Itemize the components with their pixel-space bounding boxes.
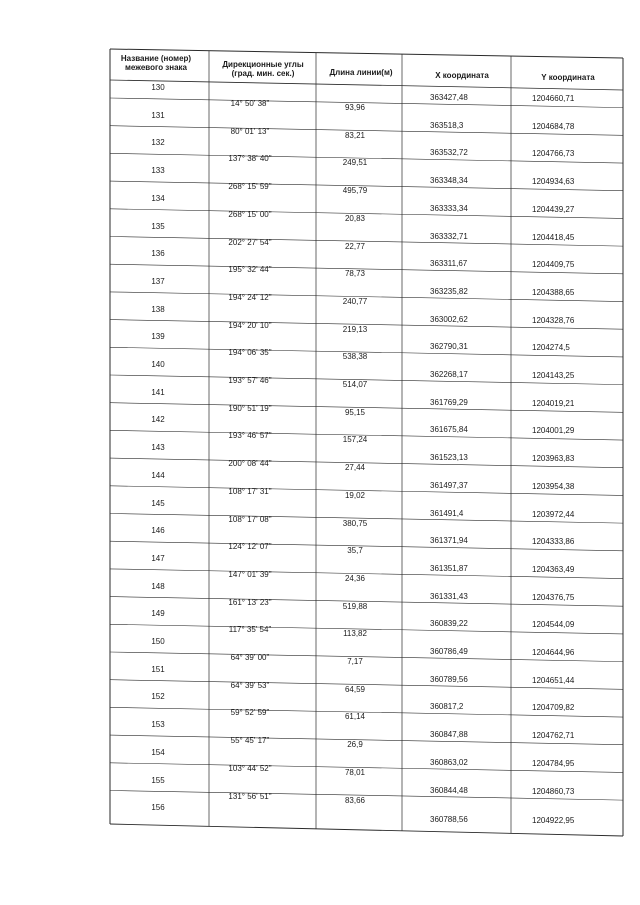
direction-angle: 137° 38' 40" (228, 154, 272, 164)
line-length: 93,96 (344, 103, 366, 112)
y-coordinate: 1204328,76 (532, 315, 575, 325)
point-name: 144 (151, 470, 165, 480)
y-coordinate: 1204001,29 (532, 426, 575, 436)
line-length: 95,15 (344, 407, 366, 417)
header-angle: Дирекционные углы (град. мин. сек.) (222, 60, 304, 78)
line-length: 7,17 (347, 657, 363, 666)
x-coordinate: 361675,84 (430, 425, 468, 435)
direction-angle: 131° 56' 51" (228, 791, 272, 801)
point-name: 147 (151, 553, 165, 563)
x-coordinate: 360839,22 (430, 619, 468, 629)
direction-angle: 103° 44' 52" (228, 763, 272, 773)
x-coordinate: 361497,37 (430, 480, 468, 490)
point-name: 156 (151, 803, 165, 813)
y-coordinate: 1204418,45 (532, 232, 575, 242)
direction-angle: 194° 06' 35" (228, 348, 272, 358)
x-coordinate: 361769,29 (430, 397, 468, 407)
y-coordinate: 1204019,21 (532, 398, 575, 408)
y-coordinate: 1203972,44 (532, 509, 575, 519)
y-coordinate: 1204274,5 (532, 343, 570, 353)
y-coordinate: 1204388,65 (532, 287, 575, 297)
x-coordinate: 360863,02 (430, 757, 468, 767)
direction-angle: 108° 17' 31" (228, 486, 272, 496)
y-coordinate: 1204651,44 (532, 675, 575, 685)
point-name: 137 (151, 276, 165, 286)
line-length: 78,73 (344, 269, 366, 279)
x-coordinate: 360844,48 (430, 785, 468, 795)
direction-angle: 80° 01' 13" (230, 126, 270, 136)
line-length: 78,01 (344, 767, 366, 777)
header-name: Название (номер) межевого знака (120, 54, 192, 72)
line-length: 24,36 (344, 573, 366, 583)
y-coordinate: 1204143,25 (532, 371, 575, 380)
point-name: 140 (151, 360, 165, 369)
line-length: 240,77 (342, 296, 368, 306)
x-coordinate: 361523,13 (430, 453, 468, 463)
line-length: 83,21 (344, 130, 366, 140)
line-length: 519,88 (342, 601, 368, 611)
y-coordinate: 1203963,83 (532, 454, 575, 464)
line-length: 20,83 (344, 213, 366, 223)
point-name: 131 (151, 110, 165, 120)
line-length: 219,13 (342, 324, 368, 334)
direction-angle: 200° 08' 44" (228, 459, 272, 469)
direction-angle: 194° 24' 12" (228, 292, 272, 302)
direction-angle: 108° 17' 08" (228, 514, 272, 524)
x-coordinate: 361351,87 (430, 563, 468, 573)
point-name: 155 (151, 775, 165, 785)
y-coordinate: 1204363,49 (532, 564, 575, 574)
x-coordinate: 362790,31 (430, 342, 468, 352)
point-name: 152 (151, 692, 165, 702)
line-length: 380,75 (342, 518, 368, 528)
direction-angle: 202° 27' 54" (228, 237, 272, 247)
table-bottom-border (110, 824, 623, 836)
line-length: 249,51 (342, 158, 368, 168)
x-coordinate: 363532,72 (430, 148, 468, 158)
line-length: 514,07 (342, 380, 368, 389)
line-length: 19,02 (344, 490, 366, 500)
point-name: 154 (151, 747, 165, 757)
x-coordinate: 362268,17 (430, 370, 468, 379)
x-coordinate: 360847,88 (430, 730, 468, 740)
header-x: X координата (435, 71, 489, 80)
y-coordinate: 1204644,96 (532, 648, 575, 657)
point-name: 142 (151, 415, 165, 425)
y-coordinate: 1204766,73 (532, 149, 575, 159)
direction-angle: 268° 15' 00" (228, 209, 272, 219)
point-name: 153 (151, 720, 165, 730)
y-coordinate: 1204860,73 (532, 786, 575, 796)
x-coordinate: 363427,48 (430, 93, 468, 102)
point-name: 150 (151, 637, 165, 646)
direction-angle: 147° 01' 39" (228, 569, 272, 579)
direction-angle: 55° 45' 17" (230, 736, 270, 746)
line-length: 64,59 (344, 684, 366, 694)
point-name: 149 (151, 609, 165, 619)
direction-angle: 268° 15' 59" (228, 182, 272, 192)
x-coordinate: 360786,49 (430, 647, 468, 656)
y-coordinate: 1204784,95 (532, 758, 575, 768)
line-length: 157,24 (342, 435, 368, 445)
direction-angle: 14° 50' 38" (230, 99, 270, 108)
header-length: Длина линии(м) (329, 68, 393, 77)
direction-angle: 190° 51' 19" (228, 403, 272, 413)
line-length: 495,79 (342, 186, 368, 196)
direction-angle: 59° 52' 59" (230, 708, 270, 718)
x-coordinate: 361331,43 (430, 591, 468, 601)
direction-angle: 117° 35' 54" (228, 625, 272, 635)
point-name: 139 (151, 332, 165, 342)
y-coordinate: 1204409,75 (532, 260, 575, 270)
point-name: 146 (151, 526, 165, 536)
header-y: Y координата (541, 73, 595, 82)
y-coordinate: 1204709,82 (532, 703, 575, 713)
direction-angle: 64° 39' 53" (230, 680, 270, 690)
y-coordinate: 1204439,27 (532, 204, 575, 214)
x-coordinate: 363235,82 (430, 286, 468, 296)
direction-angle: 195° 32' 44" (228, 265, 272, 275)
y-coordinate: 1204333,86 (532, 537, 575, 547)
line-length: 26,9 (347, 740, 363, 750)
y-coordinate: 1204376,75 (532, 592, 575, 602)
point-name: 132 (151, 138, 165, 148)
x-coordinate: 363333,34 (430, 203, 468, 213)
x-coordinate: 363311,67 (430, 259, 468, 269)
point-name: 133 (151, 166, 165, 176)
y-coordinate: 1204544,09 (532, 620, 575, 630)
y-coordinate: 1204762,71 (532, 731, 575, 741)
x-coordinate: 363348,34 (430, 176, 468, 186)
y-coordinate: 1204660,71 (532, 94, 575, 103)
direction-angle: 161° 13' 23" (228, 597, 272, 607)
direction-angle: 193° 46' 57" (228, 431, 272, 441)
direction-angle: 193° 57' 46" (228, 376, 272, 385)
point-name: 151 (151, 664, 165, 674)
point-name: 134 (151, 193, 165, 203)
line-length: 27,44 (344, 463, 366, 473)
line-length: 35,7 (347, 546, 363, 556)
x-coordinate: 361491,4 (430, 508, 464, 518)
x-coordinate: 361371,94 (430, 536, 468, 546)
x-coordinate: 363332,71 (430, 231, 468, 241)
x-coordinate: 363518,3 (430, 120, 464, 130)
y-coordinate: 1204684,78 (532, 121, 575, 131)
line-length: 83,66 (344, 795, 366, 805)
y-coordinate: 1204934,63 (532, 177, 575, 187)
point-name: 135 (151, 221, 165, 231)
y-coordinate: 1204922,95 (532, 816, 575, 826)
x-coordinate: 360789,56 (430, 674, 468, 684)
line-length: 538,38 (342, 352, 368, 362)
direction-angle: 64° 39' 00" (230, 653, 270, 662)
point-name: 141 (151, 387, 165, 397)
line-length: 61,14 (344, 712, 366, 722)
point-name: 143 (151, 443, 165, 453)
point-name: 148 (151, 581, 165, 591)
point-name: 136 (151, 249, 165, 259)
direction-angle: 124° 12' 07" (228, 542, 272, 552)
line-length: 113,82 (343, 629, 367, 639)
point-name: 130 (151, 83, 165, 92)
x-coordinate: 360788,56 (430, 815, 468, 825)
x-coordinate: 360817,2 (430, 702, 464, 712)
line-length: 22,77 (344, 241, 366, 251)
point-name: 145 (151, 498, 165, 508)
x-coordinate: 363002,62 (430, 314, 468, 324)
direction-angle: 194° 20' 10" (228, 320, 272, 330)
point-name: 138 (151, 304, 165, 314)
y-coordinate: 1203954,38 (532, 481, 575, 491)
